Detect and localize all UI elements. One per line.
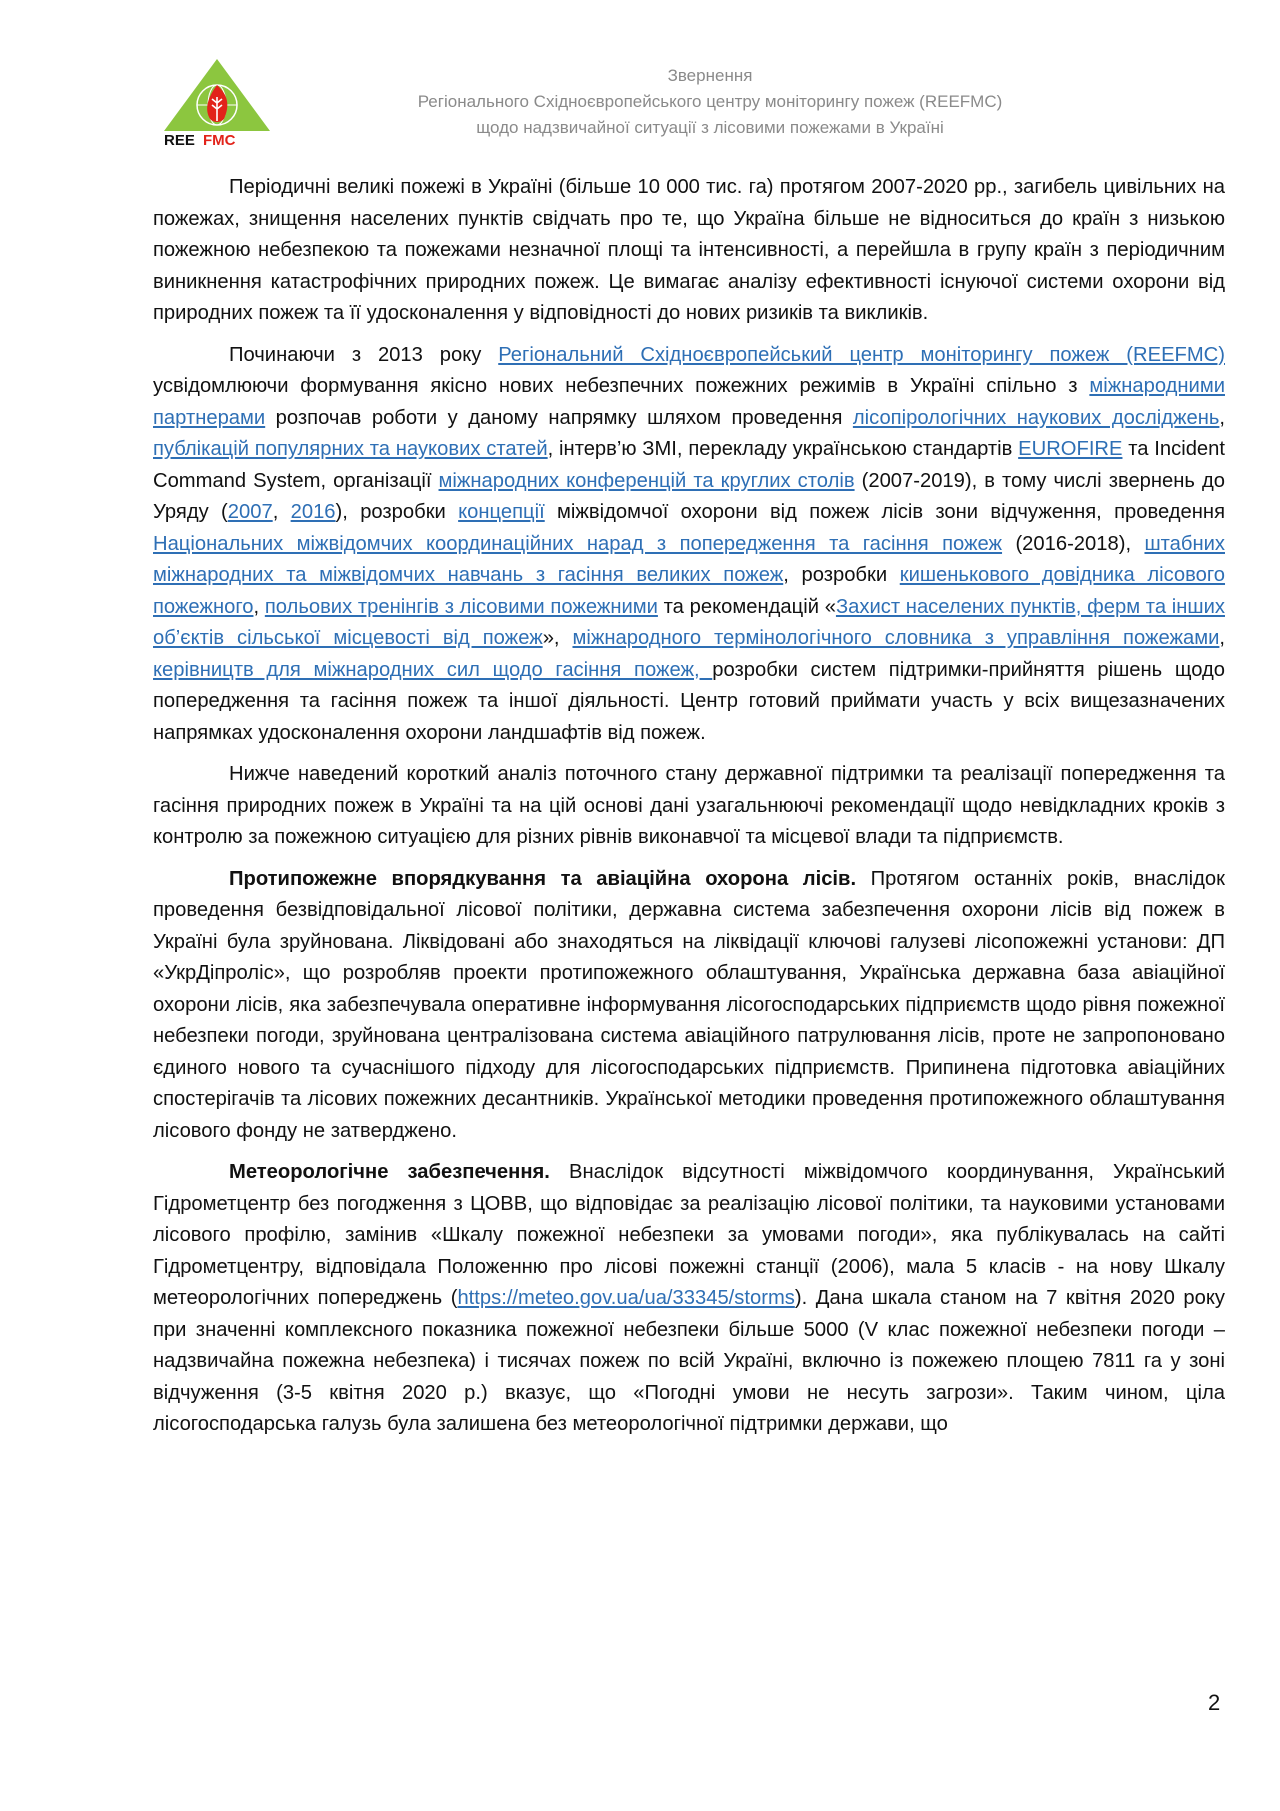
text: усвідомлюючи формування якісно нових небезпечних пожежних режимів в Україні спільно з [153,375,1090,397]
header-line-2: Регіонального Східноєвропейського центру моніторингу пожеж (REEFMC) [417,92,1003,111]
paragraph-activities [153,340,1225,750]
link-glossary[interactable]: міжнародного термінологічного словника з управління пожежами [572,627,1220,649]
text: Починаючи з 2013 року [229,343,499,366]
logo-icon [160,57,275,147]
text: (2016-2018), [1002,532,1145,555]
link-exercises[interactable]: штабних міжнародних та міжвідомчих навчань з гасіння великих пожеж [153,532,1225,586]
link-international-partners[interactable]: міжнародними партнерами [153,375,1225,429]
link-guidelines[interactable]: керівництв для міжнародних сил щодо гасіння пожеж, [153,658,713,681]
link-research[interactable]: лісопірологічних наукових досліджень [852,406,1220,429]
text: , [1219,406,1225,429]
text: , [272,501,291,523]
text: розпочав роботи у даному напрямку шляхом проведення [265,406,853,429]
link-field-trainings[interactable]: польових тренінгів з лісовими пожежними [264,595,658,618]
section-heading-meteorology: Метеорологічне забезпечення. [229,1161,550,1183]
text: розробки систем підтримки-прийняття рішень щодо попередження та гасіння пожеж та іншої діяльності. Центр готовий приймати участь у всіх вищезазначених напрямках удосконалення охорони ландшафтів від пожеж. [153,658,1226,744]
link-protection-recommendations[interactable]: Захист населених пунктів, ферм та інших об’єктів сільської місцевості від пожеж [153,595,1225,649]
text: , [253,595,265,618]
link-2007[interactable]: 2007 [227,501,273,523]
text: , розробки [783,564,900,586]
link-pocket-guide[interactable]: кишенькового довідника лісового пожежного [153,564,1226,618]
link-national-meetings[interactable]: Національних міжвідомчих координаційних нарад з попередження та гасіння пожеж [153,532,1003,555]
header-title [330,63,1090,141]
text: міжвідомчої охорони від пожеж лісів зони відчуження, проведення [544,501,1226,523]
text: ), розробки [335,501,459,523]
text: , [1219,627,1225,649]
text: та рекомендацій « [657,595,836,618]
link-eurofire[interactable]: EUROFIRE [1018,438,1123,460]
page-header [150,55,1080,155]
paragraph-meteorology [153,1157,1225,1441]
header-line-1: Звернення [667,66,753,85]
text: ). Дана шкала станом на 7 квітня 2020 року при значенні комплексного показника пожежної небезпеки більше 5000 (V клас пожежної небезпеки погоди – надзвичайна пожежна небезпека) і тисячах пожеж по всій Україні, включно із пожежею площею 7811 га у зоні відчуження (3-5 квітня 2020 р.) вказує, що «Погодні умови не несуть загрози». Таким чином, ціла лісогосподарська галузь була залишена без метеорологічної підтримки держави, що [153,1287,1225,1435]
link-reefmc[interactable]: Регіональний Східноєвропейський центр моніторингу пожеж (REEFMC) [498,343,1225,366]
paragraph-intro: Періодичні великі пожежі в Україні (більше 10 000 тис. га) протягом 2007-2020 рр., загибель цивільних на пожежах, знищення населених пунктів свідчать про те, що Україна більше не відноситься до країн з низькою пожежною небезпекою та пожежами незначної площі та інтенсивності, а перейшла в групу країн з періодичним виникнення катастрофічних природних пожеж. Це вимагає аналізу ефективності існуючої системи охорони від природних пожеж та її удосконалення у відповідності до нових ризиків та викликів. [153,176,1225,324]
text: Внаслідок відсутності міжвідомчого координування, Український Гідрометцентр без погодження з ЦОВВ, що відповідає за реалізацію лісової політики, та науковими установами лісового профілю, замінив «Шкалу пожежної небезпеки за умовами погоди», яка публікувалась на сайті Гідрометцентру, відповідала Положенню про лісові пожежні станції (2006), мала 5 класів - на нову Шкалу метеорологічних попереджень ( [153,1161,1226,1309]
svg-text:REE: REE [164,132,195,147]
paragraph-analysis: Нижче наведений короткий аналіз поточного стану державної підтримки та реалізації попередження та гасіння природних пожеж в Україні та на цій основі дані узагальнюючі рекомендації щодо невідкладних кроків з контролю за пожежною ситуацією для різних рівнів виконавчої та місцевої влади та підприємств. [153,763,1225,848]
text: та Incident Command System, організації [153,438,1226,492]
paragraph-fire-management [153,864,1225,1148]
text: , інтерв’ю ЗМІ, перекладу українською стандартів [547,438,1019,460]
link-meteo[interactable]: https://meteo.gov.ua/ua/33345/storms [457,1287,795,1309]
document-body [153,172,1225,1451]
link-concept[interactable]: концепції [458,501,545,523]
reefmc-logo [160,57,275,147]
header-line-3: щодо надзвичайної ситуації з лісовими пожежами в Україні [476,118,944,137]
text: », [542,627,573,649]
text: Протягом останніх років, внаслідок проведення безвідповідальної лісової політики, державна система забезпечення охорони лісів від пожеж в Україні була зруйнована. Ліквідовані або знаходяться на ліквідації ключові галузеві лісопожежні установи: ДП «УкрДіпроліс», що розробляв проекти протипожежного облаштування, Українська державна база авіаційної охорони лісів, яка забезпечувала оперативне інформування лісогосподарських підприємств щодо рівня пожежної небезпеки погоди, зруйнована централізована система авіаційного патрулювання лісів, проте не запропоновано єдиного нового та сучаснішого підходу для лісогосподарських підприємств. Припинена підготовка авіаційних спостерігачів та лісових пожежних десантників. Української методики проведення протипожежного облаштування лісового фонду не затверджено. [153,867,1225,1142]
page-number: 2 [1208,1690,1221,1715]
text: (2007-2019), в тому числі звернень до Уряду ( [153,469,1225,523]
link-conferences[interactable]: міжнародних конференцій та круглих столів [438,469,855,492]
section-heading-fire-management: Протипожежне впорядкування та авіаційна охорона лісів. [229,867,857,890]
svg-text:FMC: FMC [203,132,236,147]
link-publications[interactable]: публікацій популярних та наукових статей [153,438,548,460]
link-2016[interactable]: 2016 [290,501,336,523]
